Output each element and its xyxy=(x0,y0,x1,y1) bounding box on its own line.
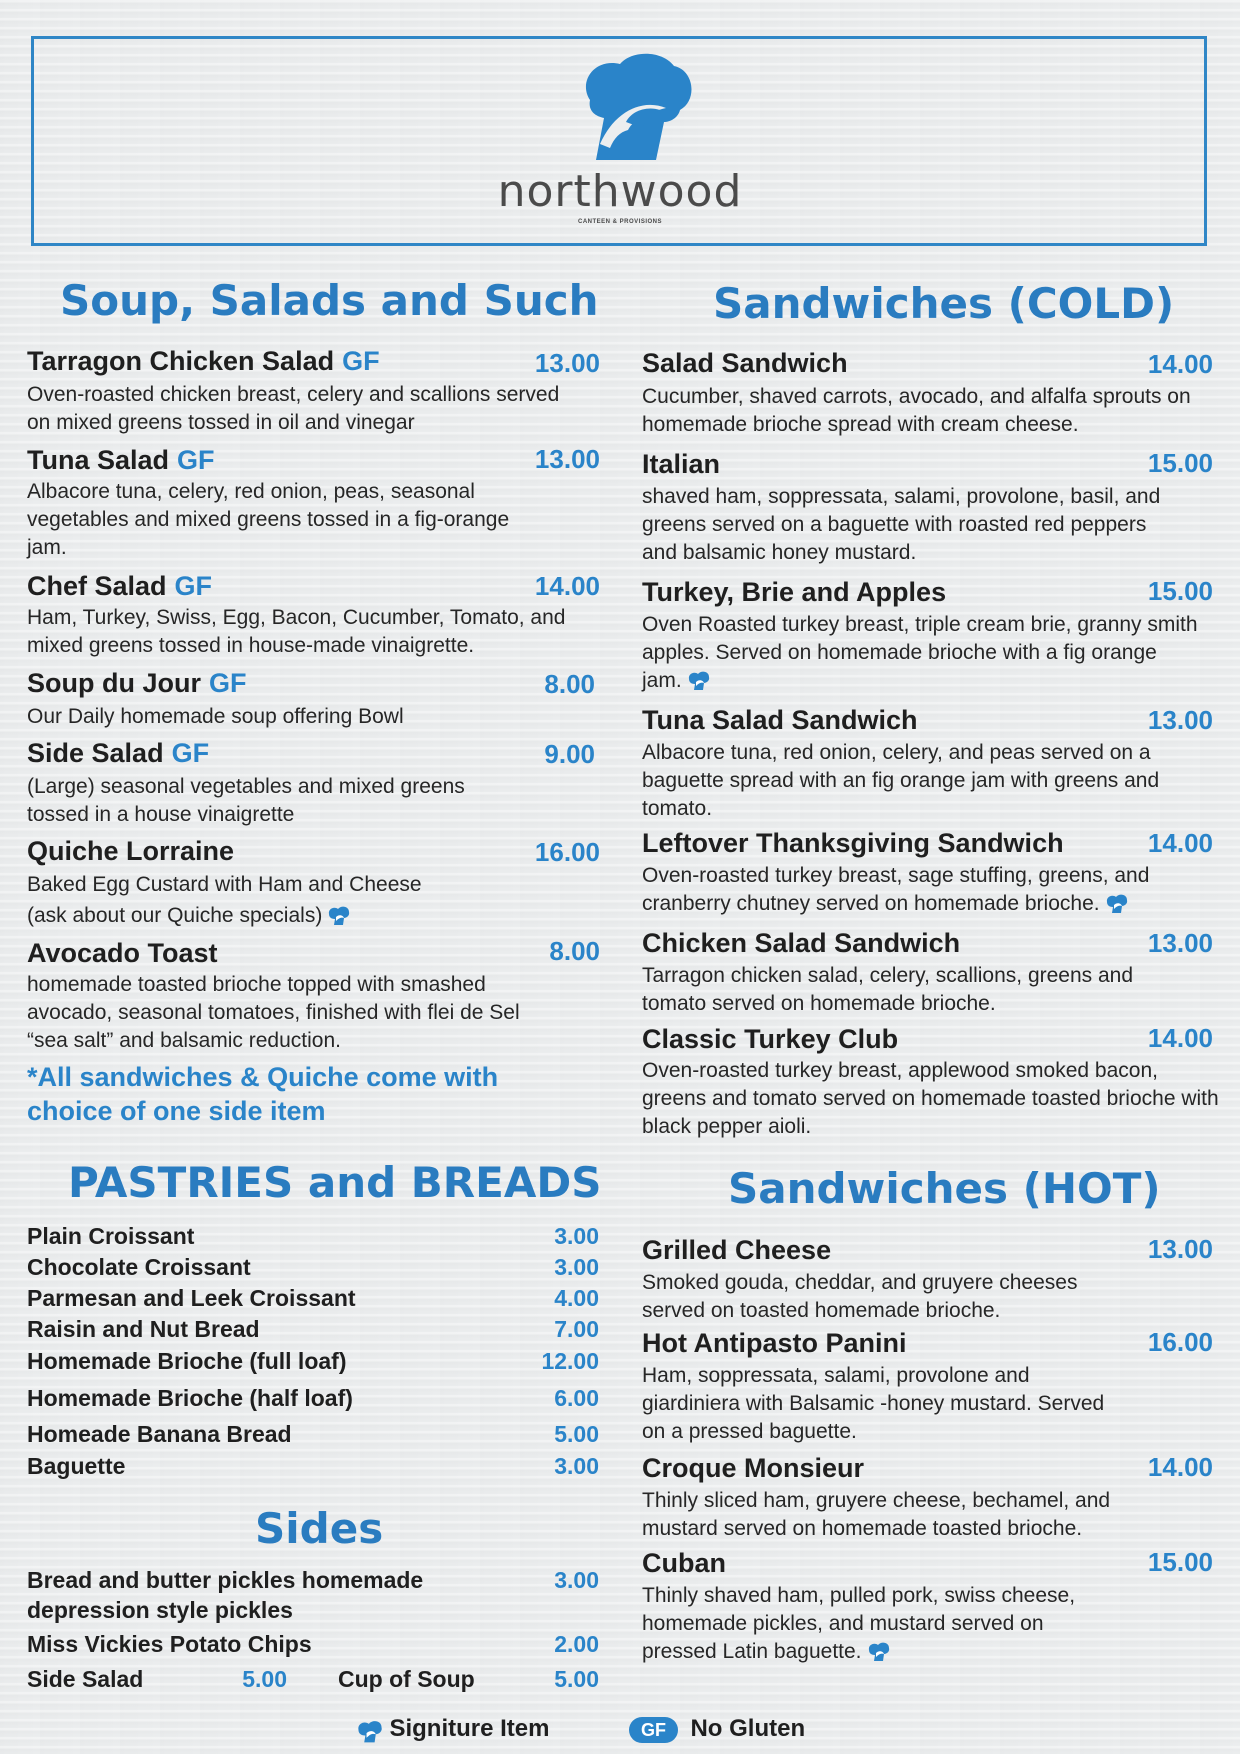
item-price: 15.00 xyxy=(1147,1547,1213,1577)
item-description: Our Daily homemade soup offering Bowl xyxy=(27,705,404,728)
item-price: 14.00 xyxy=(1147,349,1213,379)
pastry-price: 6.00 xyxy=(554,1385,599,1411)
item-price: 8.00 xyxy=(549,936,600,966)
cup-of-soup-name: Cup of Soup xyxy=(338,1666,475,1692)
pastry-price: 3.00 xyxy=(554,1223,599,1249)
item-name-hot-antipasto-panini: Hot Antipasto Panini xyxy=(642,1328,907,1358)
pastry-name: Baguette xyxy=(27,1453,126,1479)
gf-tag: GF xyxy=(171,738,210,768)
pastry-name: Raisin and Nut Bread xyxy=(27,1316,260,1342)
section-title-cold-sandwiches: Sandwiches (COLD) xyxy=(713,279,1175,328)
item-name: Tuna Salad xyxy=(27,445,170,475)
menu-item-soup-du-jour xyxy=(27,670,246,697)
item-description: Albacore tuna, celery, red onion, peas, seasonal vegetables and mixed greens tossed in a fig-orange jam. xyxy=(27,480,510,559)
item-price: 14.00 xyxy=(1147,828,1213,858)
legend-gluten-free xyxy=(629,1717,805,1743)
item-name-avocado-toast: Avocado Toast xyxy=(27,938,218,968)
item-name-cuban: Cuban xyxy=(642,1548,726,1578)
legend-gf-label: No Gluten xyxy=(690,1715,806,1742)
item-price: 16.00 xyxy=(534,837,600,867)
item-description: shaved ham, soppressata, salami, provolone, basil, and greens served on a baguette with roasted red peppers and balsamic honey mustard. xyxy=(642,485,1161,564)
side-name-continued: depression style pickles xyxy=(27,1597,293,1623)
item-price: 14.00 xyxy=(534,571,600,601)
item-description: Cucumber, shaved carrots, avocado, and alfalfa sprouts on homemade brioche spread with cream cheese. xyxy=(642,385,1191,436)
item-description xyxy=(642,1582,1102,1666)
item-price: 8.00 xyxy=(544,669,595,699)
pastry-name: Parmesan and Leek Croissant xyxy=(27,1285,356,1311)
pastry-name: Chocolate Croissant xyxy=(27,1254,251,1280)
item-price: 15.00 xyxy=(1147,448,1213,478)
item-description-text: Oven Roasted turkey breast, triple cream brie, granny smith apples. Served on homemade brioche with a fig orange jam. xyxy=(642,613,1198,692)
item-description: Ham, soppressata, salami, provolone and giardiniera with Balsamic -honey mustard. Served on a pressed baguette. xyxy=(642,1364,1105,1443)
brand-subtitle: CANTEEN & PROVISIONS xyxy=(577,219,662,225)
section-title-soup-salads: Soup, Salads and Such xyxy=(60,276,599,325)
item-description: Tarragon chicken salad, celery, scallions, greens and tomato served on homemade brioche. xyxy=(642,964,1134,1015)
item-price: 16.00 xyxy=(1147,1327,1213,1357)
chef-hat-bird-logo-icon xyxy=(570,52,696,170)
side-name: Bread and butter pickles homemade xyxy=(27,1567,424,1593)
item-name-italian: Italian xyxy=(642,449,721,479)
item-price: 13.00 xyxy=(534,348,600,378)
item-name-quiche-lorraine: Quiche Lorraine xyxy=(27,836,235,866)
item-description: Oven-roasted turkey breast, applewood smoked bacon, greens and tomato served on homemade toasted brioche with black pepper aioli. xyxy=(642,1059,1219,1138)
menu-item-chef-salad xyxy=(27,573,212,600)
pastry-price: 12.00 xyxy=(541,1348,599,1374)
item-name: Chef Salad xyxy=(27,571,167,601)
item-description: Smoked gouda, cheddar, and gruyere cheeses served on toasted homemade brioche. xyxy=(642,1271,1078,1322)
item-name: Tarragon Chicken Salad xyxy=(27,346,335,376)
gf-tag: GF xyxy=(208,668,247,698)
item-description-note xyxy=(27,902,567,930)
item-description xyxy=(642,862,1222,918)
item-name-croque-monsieur: Croque Monsieur xyxy=(642,1453,865,1483)
pastry-price: 3.00 xyxy=(554,1254,599,1280)
item-description: Albacore tuna, red onion, celery, and peas served on a baguette spread with an fig orange jam with greens and tomato. xyxy=(642,741,1160,820)
item-description: homemade toasted brioche topped with smashed avocado, seasonal tomatoes, finished with flei de Sel “sea salt” and balsamic reduction. xyxy=(27,973,520,1052)
pastry-price: 4.00 xyxy=(554,1285,599,1311)
item-name: Soup du Jour xyxy=(27,668,201,698)
pastry-name: Homemade Brioche (half loaf) xyxy=(27,1385,353,1411)
item-price: 13.00 xyxy=(534,444,600,474)
item-description: Thinly sliced ham, gruyere cheese, bechamel, and mustard served on homemade toasted brioche. xyxy=(642,1489,1111,1540)
item-name-grilled-cheese: Grilled Cheese xyxy=(642,1235,832,1265)
menu-item-tuna-salad xyxy=(27,447,215,474)
pastry-price: 3.00 xyxy=(554,1453,599,1479)
section-title-pastries: PASTRIES and BREADS xyxy=(68,1158,602,1207)
gf-tag: GF xyxy=(174,571,213,601)
side-name: Miss Vickies Potato Chips xyxy=(27,1631,312,1657)
item-price: 9.00 xyxy=(544,739,595,769)
menu-item-tarragon-chicken-salad xyxy=(27,348,380,375)
cup-of-soup-price: 5.00 xyxy=(554,1666,599,1692)
signature-item-icon xyxy=(1104,893,1130,915)
gf-badge: GF xyxy=(629,1717,678,1743)
item-name-tuna-salad-sandwich: Tuna Salad Sandwich xyxy=(642,705,918,735)
item-price: 13.00 xyxy=(1147,705,1213,735)
side-price: 3.00 xyxy=(554,1567,599,1593)
item-price: 15.00 xyxy=(1147,576,1213,606)
item-name-classic-turkey-club: Classic Turkey Club xyxy=(642,1024,899,1054)
item-price: 13.00 xyxy=(1147,928,1213,958)
signature-item-icon xyxy=(326,905,352,927)
legend-signature-label: Signiture Item xyxy=(389,1715,550,1742)
item-description-text: Thinly shaved ham, pulled pork, swiss cheese, homemade pickles, and mustard served on pressed Latin baguette. xyxy=(642,1584,1076,1663)
pastry-name: Plain Croissant xyxy=(27,1223,195,1249)
signature-item-icon xyxy=(866,1641,892,1663)
side-salad-price: 5.00 xyxy=(242,1666,287,1692)
gf-tag: GF xyxy=(342,346,380,376)
item-description: Ham, Turkey, Swiss, Egg, Bacon, Cucumber, Tomato, and mixed greens tossed in house-made vinaigrette. xyxy=(27,606,566,657)
item-name-turkey-brie-apples: Turkey, Brie and Apples xyxy=(642,577,947,607)
brand-name: northwood xyxy=(497,166,743,217)
pastry-price: 7.00 xyxy=(554,1316,599,1342)
item-description: Oven-roasted chicken breast, celery and scallions served on mixed greens tossed in oil and vinegar xyxy=(27,383,560,434)
signature-item-icon xyxy=(686,670,712,692)
gf-tag: GF xyxy=(177,445,215,475)
menu-item-side-salad xyxy=(27,740,209,767)
item-price: 14.00 xyxy=(1147,1023,1213,1053)
side-price: 2.00 xyxy=(554,1631,599,1657)
item-description: Baked Egg Custard with Ham and Cheese xyxy=(27,873,422,896)
item-price: 13.00 xyxy=(1147,1234,1213,1264)
quiche-specials-text: (ask about our Quiche specials) xyxy=(27,904,323,927)
item-description-text: Oven-roasted turkey breast, sage stuffing, greens, and cranberry chutney served on homemade brioche. xyxy=(642,864,1150,915)
item-name-chicken-salad-sandwich: Chicken Salad Sandwich xyxy=(642,928,961,958)
item-name-salad-sandwich: Salad Sandwich xyxy=(642,348,848,378)
item-name-leftover-thanksgiving: Leftover Thanksgiving Sandwich xyxy=(642,828,1064,858)
section-title-sides: Sides xyxy=(255,1504,384,1553)
item-description: (Large) seasonal vegetables and mixed greens tossed in a house vinaigrette xyxy=(27,775,465,826)
sandwich-side-note: *All sandwiches & Quiche come with choice of one side item xyxy=(27,1062,499,1126)
item-name: Side Salad xyxy=(27,738,164,768)
side-salad-name: Side Salad xyxy=(27,1666,144,1692)
pastry-name: Homeade Banana Bread xyxy=(27,1421,292,1447)
pastry-price: 5.00 xyxy=(554,1421,599,1447)
pastry-name: Homemade Brioche (full loaf) xyxy=(27,1348,347,1374)
section-title-hot-sandwiches: Sandwiches (HOT) xyxy=(728,1164,1161,1213)
legend-signature xyxy=(355,1717,549,1745)
item-description xyxy=(642,611,1202,695)
item-price: 14.00 xyxy=(1147,1452,1213,1482)
signature-item-icon xyxy=(355,1719,385,1745)
